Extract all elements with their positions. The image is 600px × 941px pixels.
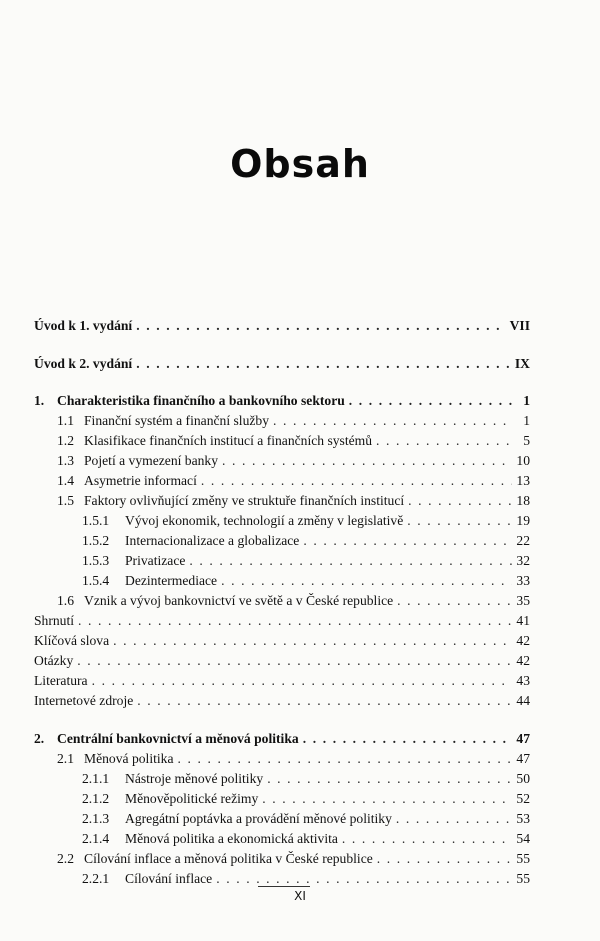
toc-entry-number: 1.5.3 bbox=[82, 553, 110, 568]
toc-leader-dots bbox=[221, 571, 512, 591]
toc-entry bbox=[0, 431, 600, 451]
toc-entry bbox=[0, 631, 600, 651]
toc-leader-dots bbox=[78, 611, 512, 631]
toc-entry-label: Měnověpolitické režimy bbox=[125, 791, 259, 806]
toc-entry-number: 2.1.2 bbox=[82, 791, 110, 806]
toc-entry bbox=[0, 769, 600, 789]
toc-entry-number: 2. bbox=[34, 731, 45, 746]
toc-entry-number: 1.6 bbox=[57, 593, 74, 608]
toc-entry-page: 32 bbox=[516, 553, 530, 568]
toc-entry-number: 1. bbox=[34, 393, 45, 408]
toc-leader-dots bbox=[136, 316, 505, 336]
toc-entry-page: 1 bbox=[523, 413, 530, 428]
toc-entry-number: 1.5.4 bbox=[82, 573, 110, 588]
toc-entry-page: 50 bbox=[516, 771, 530, 786]
toc-entry-number: 1.2 bbox=[57, 433, 74, 448]
toc-leader-dots bbox=[397, 591, 512, 611]
toc-entry-label: Klíčová slova bbox=[34, 633, 110, 648]
toc-entry-number: 2.1.1 bbox=[82, 771, 110, 786]
toc-entry-label: Privatizace bbox=[125, 553, 186, 568]
toc-entry-page: 55 bbox=[516, 851, 530, 866]
toc-entry-number: 2.1 bbox=[57, 751, 74, 766]
toc-leader-dots bbox=[113, 631, 512, 651]
toc-entry-label: Vývoj ekonomik, technologií a změny v legislativě bbox=[125, 513, 404, 528]
toc-entry-page: 43 bbox=[516, 673, 530, 688]
toc-entry-label: Měnová politika bbox=[84, 751, 174, 766]
toc-entry-page: 47 bbox=[516, 731, 530, 746]
toc-entry bbox=[0, 651, 600, 671]
page-number: XI bbox=[294, 889, 306, 903]
toc-entry-page: IX bbox=[514, 356, 530, 371]
toc-entry-page: 33 bbox=[516, 573, 530, 588]
toc-entry-label: Cílování inflace bbox=[125, 871, 213, 886]
toc-entry-label: Vznik a vývoj bankovnictví ve světě a v České republice bbox=[84, 593, 394, 608]
toc-leader-dots bbox=[189, 551, 512, 571]
toc-entry-number: 2.2.1 bbox=[82, 871, 110, 886]
toc-entry-number: 2.1.3 bbox=[82, 811, 110, 826]
toc-leader-dots bbox=[267, 769, 512, 789]
toc-entry-page: 35 bbox=[516, 593, 530, 608]
toc-entry-number: 1.5.1 bbox=[82, 513, 110, 528]
toc-entry-page: VII bbox=[509, 318, 530, 333]
toc-entry-label: Finanční systém a finanční služby bbox=[84, 413, 269, 428]
toc-entry-number: 1.5 bbox=[57, 493, 74, 508]
toc-leader-dots bbox=[303, 531, 512, 551]
toc-entry-label: Agregátní poptávka a provádění měnové politiky bbox=[125, 811, 392, 826]
toc-entry-page: 44 bbox=[516, 693, 530, 708]
toc-leader-dots bbox=[376, 431, 512, 451]
toc-entry bbox=[0, 691, 600, 711]
toc-leader-dots bbox=[222, 451, 512, 471]
toc-leader-dots bbox=[349, 391, 512, 411]
toc-entry-label: Asymetrie informací bbox=[84, 473, 197, 488]
toc-leader-dots bbox=[408, 491, 512, 511]
toc-entry bbox=[0, 391, 600, 411]
toc-entry-label: Úvod k 1. vydání bbox=[34, 318, 133, 333]
toc-entry-label: Faktory ovlivňující změny ve struktuře finančních institucí bbox=[84, 493, 405, 508]
toc-entry bbox=[0, 749, 600, 769]
toc-entry bbox=[0, 471, 600, 491]
toc-entry-page: 54 bbox=[516, 831, 530, 846]
toc-entry-page: 5 bbox=[523, 433, 530, 448]
page-title: Obsah bbox=[230, 142, 370, 186]
toc-entry-label: Cílování inflace a měnová politika v České republice bbox=[84, 851, 373, 866]
toc-entry bbox=[0, 316, 600, 336]
toc-entry bbox=[0, 611, 600, 631]
toc-entry bbox=[0, 531, 600, 551]
toc-entry bbox=[0, 411, 600, 431]
toc-leader-dots bbox=[273, 411, 512, 431]
toc-entry bbox=[0, 511, 600, 531]
toc-entry-number: 2.2 bbox=[57, 851, 74, 866]
toc-leader-dots bbox=[262, 789, 512, 809]
toc-entry-label: Internacionalizace a globalizace bbox=[125, 533, 300, 548]
toc-entry-number: 1.4 bbox=[57, 473, 74, 488]
toc-leader-dots bbox=[136, 354, 511, 374]
toc-leader-dots bbox=[177, 749, 512, 769]
toc-entry-page: 52 bbox=[516, 791, 530, 806]
toc-entry bbox=[0, 829, 600, 849]
toc-entry-label: Charakteristika finančního a bankovního sektoru bbox=[57, 393, 345, 408]
toc-entry-label: Centrální bankovnictví a měnová politika bbox=[57, 731, 299, 746]
toc-entry bbox=[0, 809, 600, 829]
toc-entry-page: 13 bbox=[516, 473, 530, 488]
footer-rule bbox=[258, 886, 310, 887]
toc-entry-page: 18 bbox=[516, 493, 530, 508]
toc-entry-label: Otázky bbox=[34, 653, 74, 668]
toc-entry-page: 22 bbox=[516, 533, 530, 548]
toc-entry bbox=[0, 789, 600, 809]
toc-leader-dots bbox=[396, 809, 512, 829]
toc-leader-dots bbox=[77, 651, 512, 671]
toc-entry-label: Dezintermediace bbox=[125, 573, 218, 588]
toc-entry-page: 47 bbox=[516, 751, 530, 766]
toc-entry-label: Úvod k 2. vydání bbox=[34, 356, 133, 371]
toc-entry-page: 42 bbox=[516, 633, 530, 648]
toc-entry-number: 1.3 bbox=[57, 453, 74, 468]
toc-entry-page: 1 bbox=[523, 393, 530, 408]
toc-entry bbox=[0, 849, 600, 869]
toc-entry-page: 10 bbox=[516, 453, 530, 468]
toc-entry-number: 2.1.4 bbox=[82, 831, 110, 846]
toc-entry bbox=[0, 451, 600, 471]
toc-leader-dots bbox=[407, 511, 512, 531]
toc-entry-label: Nástroje měnové politiky bbox=[125, 771, 264, 786]
toc-leader-dots bbox=[377, 849, 512, 869]
toc-entry-page: 42 bbox=[516, 653, 530, 668]
toc-entry bbox=[0, 671, 600, 691]
toc-entry-label: Klasifikace finančních institucí a finančních systémů bbox=[84, 433, 373, 448]
toc-entry-label: Pojetí a vymezení banky bbox=[84, 453, 219, 468]
toc-entry-page: 55 bbox=[516, 871, 530, 886]
toc-entry-number: 1.5.2 bbox=[82, 533, 110, 548]
toc-leader-dots bbox=[137, 691, 512, 711]
toc-leader-dots bbox=[342, 829, 512, 849]
toc-entry bbox=[0, 354, 600, 374]
toc-entry-page: 53 bbox=[516, 811, 530, 826]
toc-entry-label: Internetové zdroje bbox=[34, 693, 134, 708]
toc-entry-label: Literatura bbox=[34, 673, 88, 688]
toc-entry-label: Shrnutí bbox=[34, 613, 75, 628]
toc-leader-dots bbox=[303, 729, 512, 749]
toc-entry-page: 19 bbox=[516, 513, 530, 528]
toc-entry bbox=[0, 591, 600, 611]
toc-leader-dots bbox=[201, 471, 512, 491]
toc-entry-number: 1.1 bbox=[57, 413, 74, 428]
toc-entry bbox=[0, 729, 600, 749]
toc-entry-label: Měnová politika a ekonomická aktivita bbox=[125, 831, 338, 846]
toc-leader-dots bbox=[92, 671, 512, 691]
toc-entry bbox=[0, 571, 600, 591]
toc-entry bbox=[0, 491, 600, 511]
toc-entry-page: 41 bbox=[516, 613, 530, 628]
toc-entry bbox=[0, 551, 600, 571]
